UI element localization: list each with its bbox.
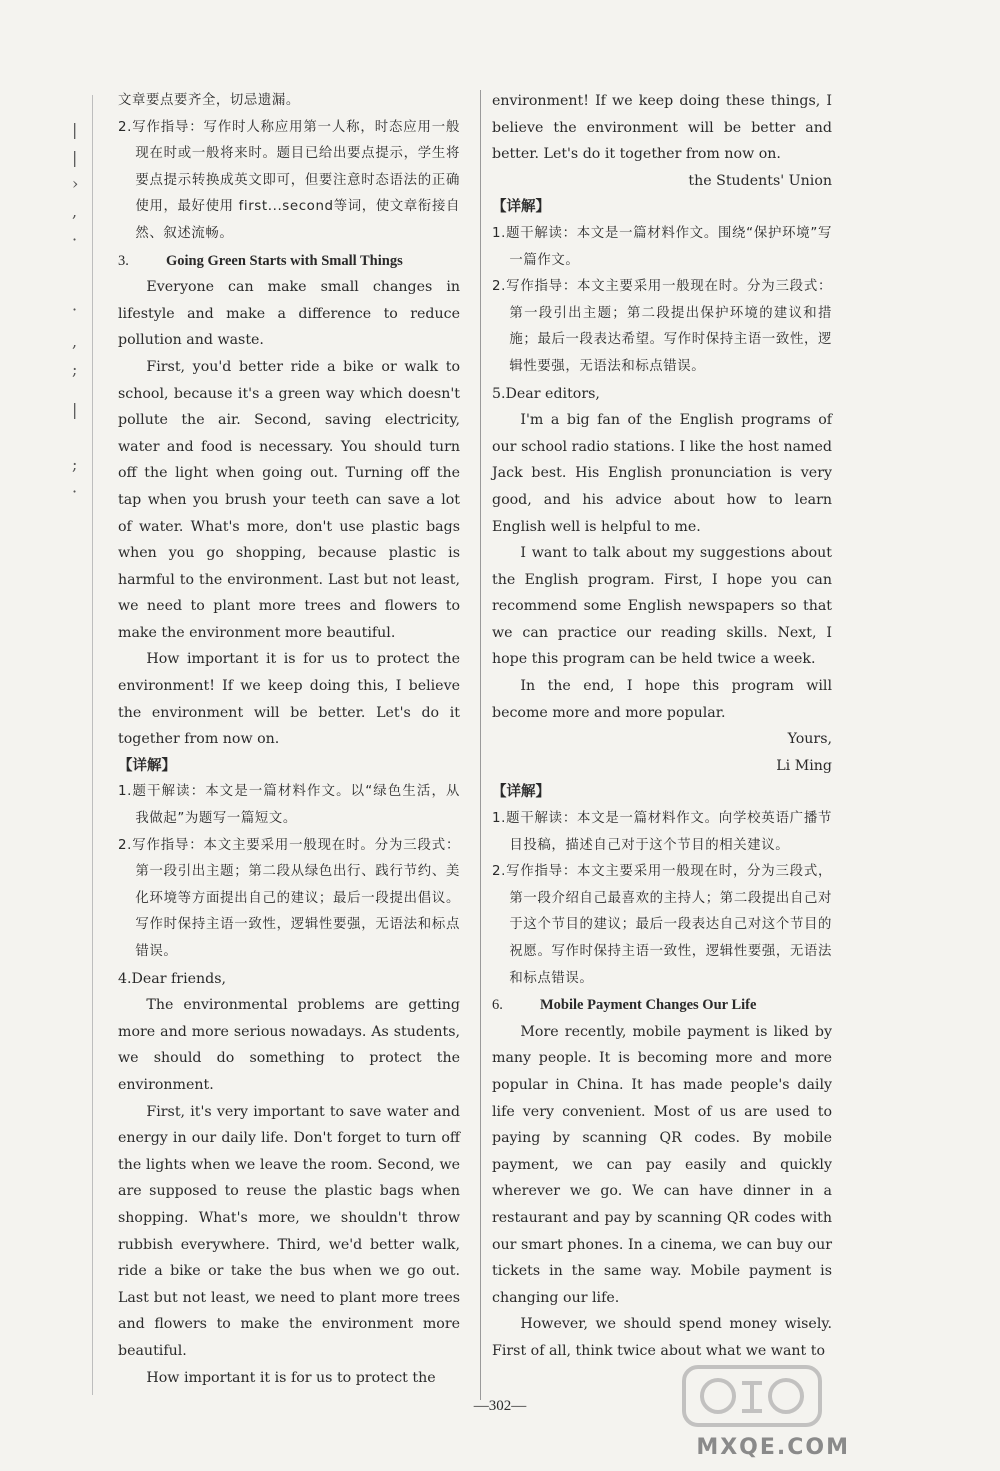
letter-paragraph: I'm a big fan of the English programs of our school radio stations. I like the host named Jack best. His English pronunciation is very good, and his advice about how to learn English well is helpful to me.: [492, 412, 832, 535]
letter-paragraph: First, it's very important to save water and energy in our daily life. Don't forget to turn off the lights when we leave the room. Second, we are supposed to reuse the plastic bags when shopping. What's more, we shouldn't throw rubbish everywhere. Third, we'd better walk, ride a bike or take the bus when we go out. Last but not least, we need to plant more trees and flowers to make the environment more beautiful.: [118, 1103, 460, 1359]
detail-item: 1.题干解读：本文是一篇材料作文。向学校英语广播节目投稿，描述自己对于这个节目的相关建议。: [492, 811, 832, 853]
detail-item: 2.写作指导：本文主要采用一般现在时。分为三段式：第一段引出主题；第二段从绿色出行、践行节约、美化环境等方面提出自己的建议；最后一段提出倡议。写作时保持主语一致性，逻辑性要强，无语法和标点错误。: [118, 837, 460, 959]
essay-title: Going Green Starts with Small Things: [166, 252, 403, 269]
detail-item: 2.写作指导：本文主要采用一般现在时。分为三段式：第一段引出主题；第二段提出保护环境的建议和措施；最后一段表达希望。写作时保持主语一致性，逻辑性要强，无语法和标点错误。: [492, 279, 832, 374]
essay-paragraph: How important it is for us to protect the environment! If we keep doing this, I believe the environment will be better. Let's do it together from now on.: [118, 651, 460, 748]
essay-paragraph: First, you'd better ride a bike or walk to school, because it's a green way which doesn't pollute the air. Second, saving electricity, water and food is necessary. You should turn off the light when going out. Turning off the tap when you brush your teeth can save a lot of water. What's more, don't use plastic bags when you go shopping, because plastic is harmful to the environment. Last but not least, we need to plant more trees and flowers to make the environment more beautiful.: [118, 358, 460, 641]
item-number: 6.: [492, 997, 503, 1014]
letter-paragraph: I want to talk about my suggestions about the English program. First, I hope you can recommend some English newspapers so that we can practice our reading skills. Next, I hope this program can be held twice a week.: [492, 545, 832, 668]
essay-paragraph: Everyone can make small changes in lifestyle and make a difference to reduce pollution and waste.: [118, 279, 460, 349]
essay-title: Mobile Payment Changes Our Life: [540, 997, 757, 1014]
detail-item: 2.写作指导：本文主要采用一般现在时，分为三段式，第一段介绍自己最喜欢的主持人；第二段提出自己对于这个节目的建议；最后一段表达自己对这个节目的祝愿。写作时保持主语一致性，逻辑性要强，无语法和标点错误。: [492, 864, 832, 986]
watermark: [670, 1365, 850, 1465]
detail-heading: 【详解】: [118, 757, 176, 774]
detail-heading: 【详解】: [492, 199, 550, 216]
letter-closing: Yours,: [787, 731, 832, 748]
right-column: [492, 88, 832, 1365]
answer-note: 文章要点要齐全，切忌遗漏。: [118, 93, 300, 108]
letter-signature: Li Ming: [776, 757, 832, 774]
letter-greeting: 4.Dear friends,: [118, 970, 227, 987]
detail-item: 1.题干解读：本文是一篇材料作文。以“绿色生活，从我做起”为题写一篇短文。: [118, 784, 460, 827]
item-number: 3.: [118, 252, 129, 269]
watermark-site: MXQE.COM: [696, 1435, 850, 1460]
letter-paragraph: In the end, I hope this program will become more and more popular.: [492, 678, 832, 721]
letter-paragraph: The environmental problems are getting more and more serious nowadays. As students, we should do something to protect the environment.: [118, 997, 460, 1093]
essay-title-6: [492, 992, 832, 1019]
writing-guide: 2.写作指导：写作时人称应用第一人称，时态应用一般现在时或一般将来时。题目已给出要点提示，学生将要点提示转换成英文即可，但要注意时态语法的正确使用，最好使用 first...second等词，使文章衔接自然、叙述流畅。: [118, 119, 460, 241]
essay-title-3: [118, 248, 460, 275]
letter-paragraph: How important it is for us to protect the: [146, 1369, 436, 1386]
detail-heading: 【详解】: [492, 784, 550, 801]
binding-marks: | | › , · · , ; | ; ·: [72, 120, 79, 501]
left-column: [118, 88, 460, 1391]
margin-rule: [92, 95, 93, 1395]
column-divider: [480, 90, 481, 1400]
essay-paragraph: However, we should spend money wisely. First of all, think twice about what we want to: [492, 1316, 832, 1359]
letter-paragraph: environment! If we keep doing these things, I believe the environment will be better and better. Let's do it together from now on.: [492, 93, 832, 163]
page-number: —302—: [473, 1398, 527, 1414]
essay-paragraph: More recently, mobile payment is liked by many people. It is becoming more and more popular in China. It has made people's daily life very convenient. Most of us are used to paying by scanning QR codes. By mobile payment, we can pay easily and quickly wherever we go. We can have dinner in a restaurant and pay by scanning QR codes with our smart phones. In a cinema, we can buy our tickets in the same way. Mobile payment is changing our life.: [492, 1023, 832, 1306]
letter-greeting: 5.Dear editors,: [492, 385, 600, 402]
watermark-logo-icon: [682, 1365, 822, 1427]
detail-item: 1.题干解读：本文是一篇材料作文。围绕“保护环境”写一篇作文。: [492, 225, 832, 268]
letter-signature: the Students' Union: [688, 172, 832, 189]
